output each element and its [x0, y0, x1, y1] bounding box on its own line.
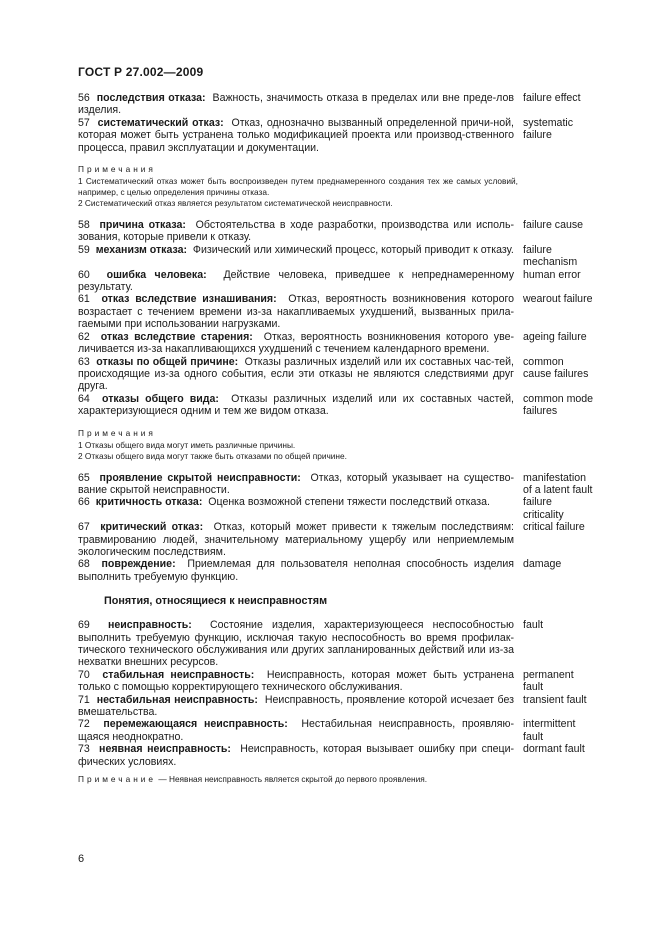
term-entry: 66 критичность отказа: Оценка возможной степени тяжести последствий отказа. failure criticality — [78, 496, 623, 521]
english-term: critical failure — [523, 521, 585, 534]
section-title: Понятия, относящиеся к неисправностям — [104, 595, 328, 608]
entries-block-4 — [78, 619, 623, 768]
english-term: failure effect — [523, 92, 581, 104]
term-entry: 65 проявление скрытой неисправности: Отказ, который указывает на существо-вание скрытой неисправности. manifestation of a latent fault — [78, 472, 623, 497]
notes-title: Примечания — [78, 427, 156, 438]
term-entry: 64 отказы общего вида: Отказы различных изделий или их составных частей, характеризующиеся одним и тем же видом отказа. common mode failures — [78, 393, 623, 418]
english-term: dormant fault — [523, 743, 585, 756]
term-entry: 56 последствия отказа: Важность, значимость отказа в пределах или вне преде-лов изделия. failure effect — [78, 92, 623, 117]
term-entry: 57 систематический отказ: Отказ, однозначно вызванный определенной причи-ной, которая может быть устранена только модификацией проекта или производ-ственного процесса, правил эксплуатации и документации. systematic failure — [78, 117, 623, 154]
english-term: failure mechanism — [523, 243, 578, 269]
term-entry: 58 причина отказа: Обстоятельства в ходе разработки, производства или исполь-зования, которые привели к отказу. failure cause — [78, 219, 623, 244]
document-body — [78, 92, 623, 784]
notes-title: Примечания — [78, 164, 156, 175]
final-note-text: — Неявная неисправность является скрытой до первого проявления. — [158, 774, 428, 785]
english-term: human error — [523, 268, 581, 281]
english-term: systematic failure — [523, 116, 574, 142]
term-entry: 71 нестабильная неисправность: Неисправность, проявление которой исчезает без вмешательства. transient fault — [78, 694, 623, 719]
page-number: 6 — [78, 853, 85, 865]
document-header: ГОСТ Р 27.002—2009 — [78, 65, 204, 79]
english-term: permanent fault — [523, 668, 574, 694]
note-item: 1 Систематический отказ может быть воспроизведен путем преднамеренного создания тех же самых условий, например, с целью определения причины отказа. — [78, 176, 518, 198]
term-entry: 60 ошибка человека: Действие человека, приведшее к непреднамеренному результату. human error — [78, 269, 623, 294]
note-item: 1 Отказы общего вида могут иметь различные причины. — [78, 439, 296, 450]
term-entry: 63 отказы по общей причине: Отказы различных изделий или их составных час-тей, происходящие из-за одного события, если эти отказы не являются следствиями друг друга. common cause failures — [78, 356, 623, 393]
note-item: 2 Систематический отказ является результатом систематической неисправности. — [78, 198, 393, 209]
english-term: common cause failures — [523, 355, 589, 380]
notes-block-2 — [78, 428, 518, 462]
english-term: wearout failure — [523, 293, 593, 306]
term-entry: 73 неявная неисправность: Неисправность, которая вызывает ошибку при специ-фических условиях. dormant fault — [78, 743, 623, 768]
english-term: intermittent fault — [523, 718, 576, 743]
english-term: failure cause — [523, 219, 584, 232]
term-entry: 70 стабильная неисправность: Неисправность, которая может быть устранена только с помощью корректирующего технического обслуживания. permanent fault — [78, 669, 623, 694]
entries-block-2 — [78, 219, 623, 418]
english-term: transient fault — [523, 693, 587, 706]
english-term: manifestation of a latent fault — [523, 471, 593, 496]
term-entry: 62 отказ вследствие старения: Отказ, вероятность возникновения которого уве-личивается из-за накапливающихся ухудшений с течением календарного времени. ageing failure — [78, 331, 623, 356]
entries-block-3 — [78, 472, 623, 584]
term-entry: 67 критический отказ: Отказ, который может привести к тяжелым последствиям: травмированию людей, значительному материальному ущербу или неприемлемым экологическим последствиям. critical failure — [78, 521, 623, 558]
final-note-label: Примечание — [78, 774, 157, 785]
term-entry: 68 повреждение: Приемлемая для пользователя неполная способность изделия выполнить требуемую функцию. damage — [78, 558, 623, 583]
english-term: fault — [523, 619, 544, 632]
term-entry: 72 перемежающаяся неисправность: Нестабильная неисправность, проявляю-щаяся неоднократно. intermittent fault — [78, 718, 623, 743]
english-term: ageing failure — [523, 330, 587, 343]
notes-block-1 — [78, 164, 518, 209]
term-entry: 59 механизм отказа: Физический или химический процесс, который приводит к отказу. failure mechanism — [78, 244, 623, 269]
final-note — [78, 774, 518, 784]
term-entry: 69 неисправность: Состояние изделия, характеризующееся неспособностью выполнить требуемую функцию, исключая такую неспособность во время профилак-тического технического обслуживания или других запланированных действий или из-за нехватки внешних ресурсов. fault — [78, 619, 623, 669]
english-term: failure criticality — [523, 496, 564, 521]
note-item: 2 Отказы общего вида могут также быть отказами по общей причине. — [78, 450, 347, 461]
english-term: common mode failures — [523, 392, 594, 418]
entries-block-1 — [78, 92, 623, 154]
term-entry: 61 отказ вследствие изнашивания: Отказ, вероятность возникновения которого возрастает с течением времени из-за накапливаемых ухудшений, вызванных прила-гаемыми при использовании нагрузками. wearout failure — [78, 293, 623, 330]
english-term: damage — [523, 558, 562, 571]
